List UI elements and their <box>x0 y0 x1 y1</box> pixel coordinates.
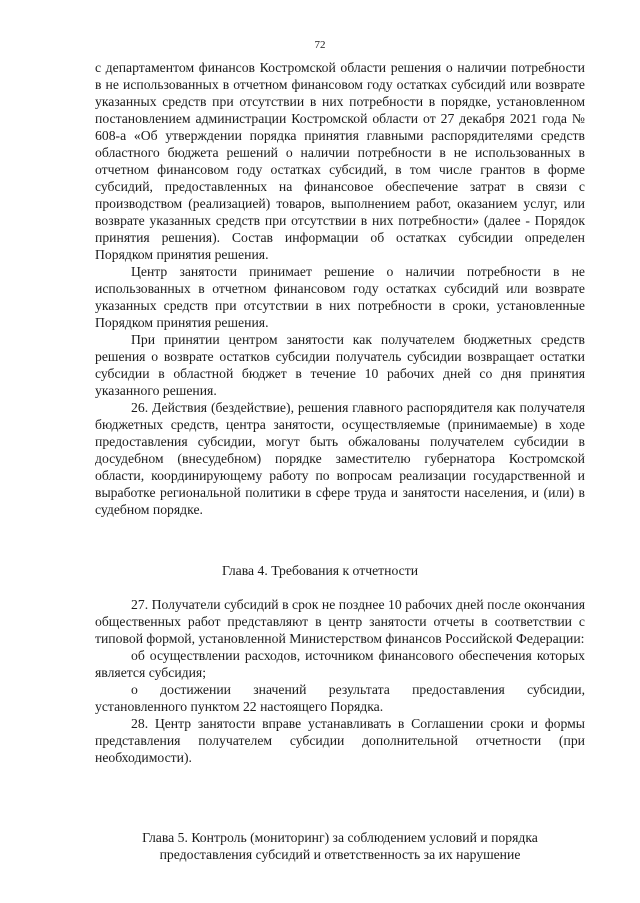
chapter-5-heading-line: предоставления субсидий и ответственность за их нарушение <box>159 847 521 862</box>
page-number: 72 <box>314 39 326 51</box>
paragraph: 26. Действия (бездействие), решения главного распорядителя как получателя бюджетных средств, центра занятости, осуществляемые (принимаемые) в ходе предоставления субсидии, могут быть обжалованы получателем субсидии в досудебном (внесудебном) порядке заместителю губернатора Костромской области, координирующему работу по вопросам реализации государственной и выработке региональной политики в сфере труда и занятости населения, и (или) в судебном порядке. <box>95 400 585 517</box>
paragraph: При принятии центром занятости как получателем бюджетных средств решения о возврате остатков субсидии получатель субсидии возвращает остатки субсидии в областной бюджет в течение 10 рабочих дней со дня принятия указанного решения. <box>95 332 585 398</box>
paragraph: с департаментом финансов Костромской области решения о наличии потребности в не использованных в отчетном финансовом году остатках субсидий или возврате указанных средств при отсутствии в них потребности в порядке, установленном постановлением администрации Костромской области от 27 декабря 2021 года № 608-а «Об утверждении порядка принятия главными распорядителями средств областного бюджета решений о наличии потребности в не использованных в отчетном финансовом году остатках субсидий, в том числе грантов в форме субсидий, предоставленных на финансовое обеспечение затрат в связи с производством (реализацией) товаров, выполнением работ, оказанием услуг, или возврате указанных средств при отсутствии в них потребности» (далее - Порядок принятия решения). Состав информации об остатках субсидии определен Порядком принятия решения. <box>95 60 585 262</box>
chapter-5-heading <box>95 829 585 863</box>
body-text-chapter-4 <box>95 596 585 766</box>
body-text-top <box>95 59 585 518</box>
paragraph: о достижении значений результата предоставления субсидии, установленного пунктом 22 настоящего Порядка. <box>95 682 585 714</box>
paragraph: Центр занятости принимает решение о наличии потребности в не использованных в отчетном финансовом году остатках субсидий или возврате указанных средств при отсутствии в них потребности в сроки, установленные Порядком принятия решения. <box>95 264 585 330</box>
chapter-5-heading-line: Глава 5. Контроль (мониторинг) за соблюдением условий и порядка <box>142 830 538 845</box>
paragraph: об осуществлении расходов, источником финансового обеспечения которых является субсидия; <box>95 648 585 680</box>
paragraph: 27. Получатели субсидий в срок не позднее 10 рабочих дней после окончания общественных работ представляют в центр занятости отчеты в соответствии с типовой формой, установленной Министерством финансов Российской Федерации: <box>95 597 585 646</box>
chapter-4-heading: Глава 4. Требования к отчетности <box>221 563 419 578</box>
paragraph: 28. Центр занятости вправе устанавливать в Соглашении сроки и формы представления получателем субсидии дополнительной отчетности (при необходимости). <box>95 716 585 765</box>
